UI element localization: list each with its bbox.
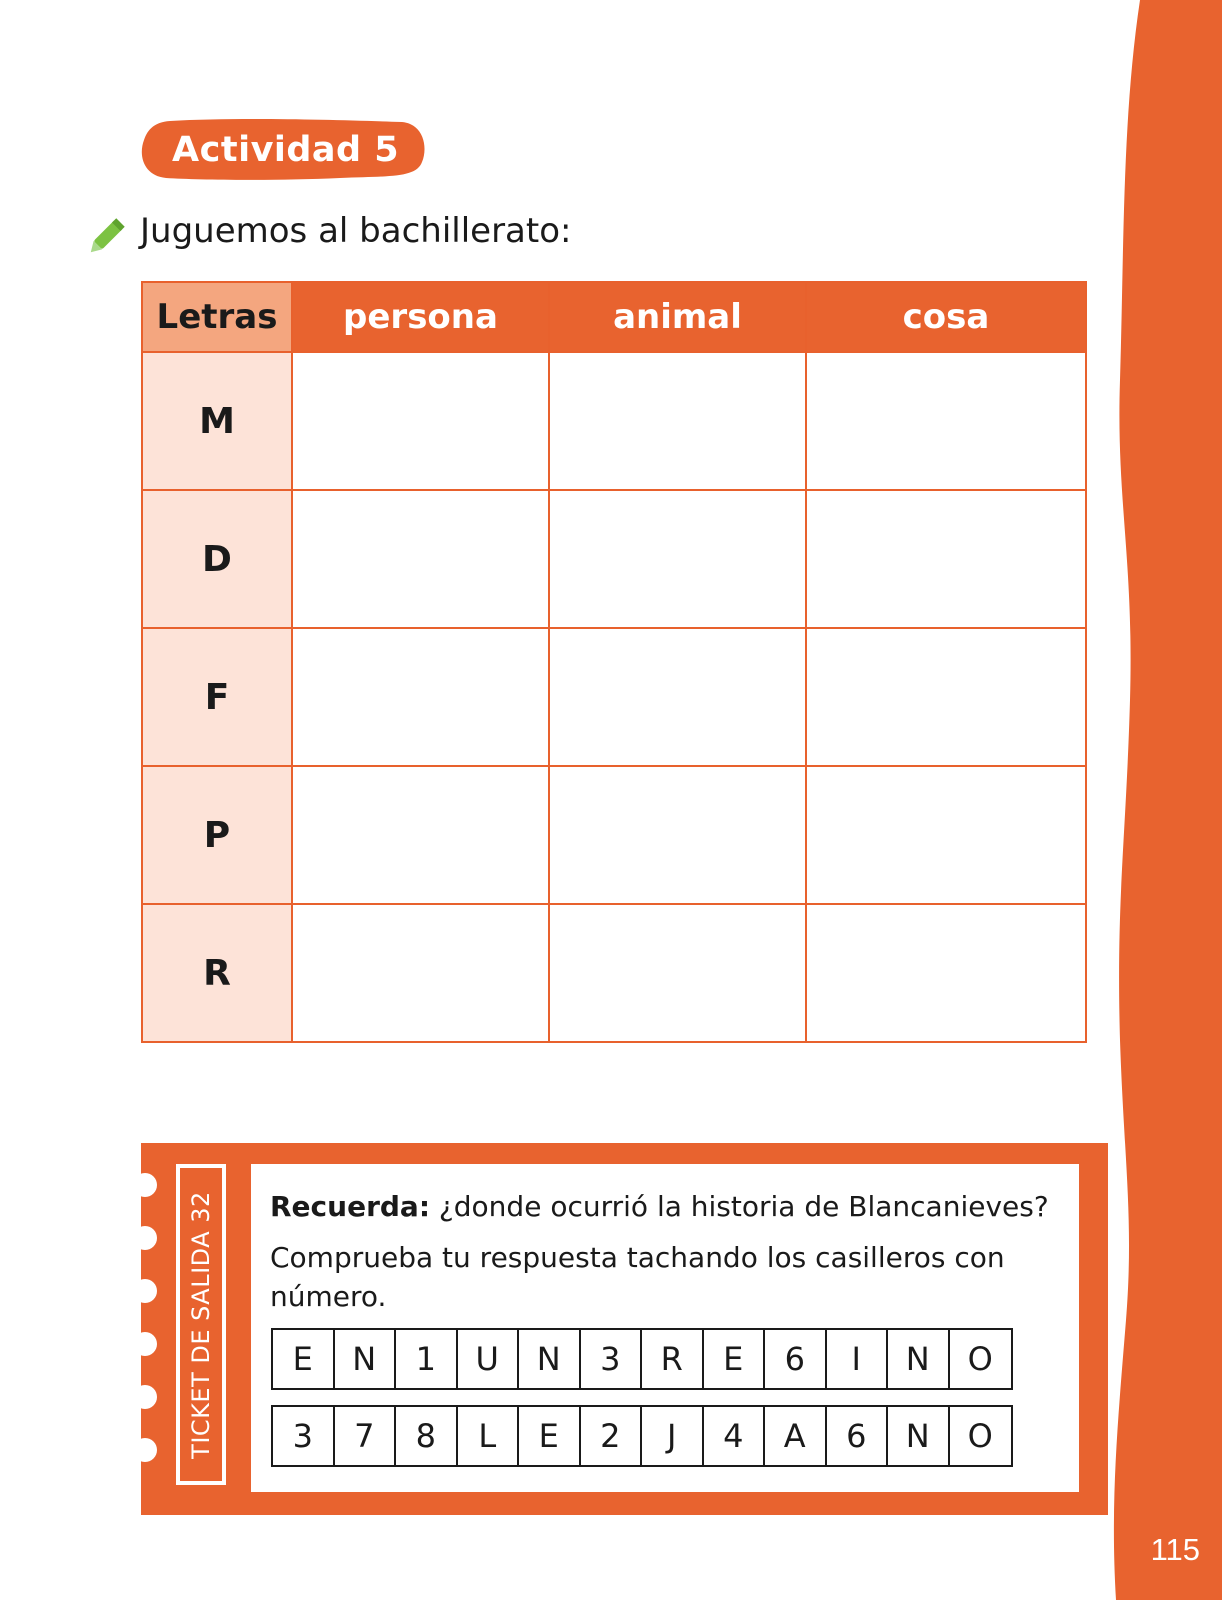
- answer-cell-persona[interactable]: [292, 352, 549, 490]
- table-row: [142, 904, 1086, 1042]
- ticket-notch: [133, 1279, 157, 1303]
- cipher-cell[interactable]: 4: [704, 1407, 766, 1465]
- header-persona: persona: [292, 282, 549, 352]
- side-band-decoration: [1112, 0, 1222, 1600]
- ticket-label: TICKET DE SALIDA 32: [187, 1190, 215, 1459]
- answer-cell-animal[interactable]: [549, 352, 806, 490]
- ticket-instruction: Comprueba tu respuesta tachando los casilleros con número.: [270, 1241, 1005, 1313]
- cipher-cell[interactable]: E: [273, 1330, 335, 1388]
- page-number: 115: [1150, 1532, 1200, 1567]
- cipher-cell[interactable]: 3: [581, 1330, 643, 1388]
- letter-cell: M: [142, 352, 292, 490]
- answer-cell-animal[interactable]: [549, 490, 806, 628]
- letter-cell: D: [142, 490, 292, 628]
- activity-title: Actividad 5: [172, 130, 400, 170]
- table-header-row: [142, 282, 1086, 352]
- cipher-cell[interactable]: R: [642, 1330, 704, 1388]
- header-animal: animal: [549, 282, 806, 352]
- table-row: [142, 628, 1086, 766]
- cipher-row-1: [271, 1328, 1013, 1390]
- cipher-cell[interactable]: 7: [335, 1407, 397, 1465]
- table-row: [142, 352, 1086, 490]
- letter-cell: R: [142, 904, 292, 1042]
- cipher-cell[interactable]: O: [967, 1340, 993, 1378]
- cipher-cell[interactable]: 6: [827, 1407, 889, 1465]
- answer-cell-persona[interactable]: [292, 628, 549, 766]
- ticket-notch: [133, 1173, 157, 1197]
- cipher-cell[interactable]: 6: [765, 1330, 827, 1388]
- cipher-cell[interactable]: J: [642, 1407, 704, 1465]
- cipher-cell[interactable]: A: [765, 1407, 827, 1465]
- header-letras: Letras: [142, 282, 292, 352]
- letter-cell: P: [142, 766, 292, 904]
- ticket-notch: [133, 1385, 157, 1409]
- answer-cell-persona[interactable]: [292, 766, 549, 904]
- cipher-row-2: [271, 1405, 1013, 1467]
- cipher-cell[interactable]: O: [967, 1417, 993, 1455]
- ticket-question-bold: Recuerda:: [270, 1190, 431, 1223]
- cipher-cell[interactable]: N: [888, 1407, 950, 1465]
- bachillerato-table: [141, 281, 1087, 1043]
- answer-cell-cosa[interactable]: [806, 628, 1086, 766]
- ticket-notch: [133, 1332, 157, 1356]
- answer-cell-cosa[interactable]: [806, 904, 1086, 1042]
- cipher-cell[interactable]: I: [827, 1330, 889, 1388]
- cipher-cell[interactable]: U: [458, 1330, 520, 1388]
- answer-cell-animal[interactable]: [549, 628, 806, 766]
- answer-cell-persona[interactable]: [292, 490, 549, 628]
- table-row: [142, 766, 1086, 904]
- answer-cell-cosa[interactable]: [806, 490, 1086, 628]
- pencil-icon: [90, 209, 134, 253]
- instruction-text: Juguemos al bachillerato:: [140, 211, 572, 251]
- answer-cell-cosa[interactable]: [806, 352, 1086, 490]
- answer-cell-animal[interactable]: [549, 766, 806, 904]
- cipher-cell[interactable]: N: [888, 1330, 950, 1388]
- cipher-cell[interactable]: 8: [396, 1407, 458, 1465]
- ticket-question-text: ¿donde ocurrió la historia de Blancanieves?: [430, 1190, 1049, 1223]
- cipher-cell[interactable]: N: [335, 1330, 397, 1388]
- exit-ticket: [141, 1143, 1108, 1515]
- cipher-cell[interactable]: E: [519, 1407, 581, 1465]
- answer-cell-persona[interactable]: [292, 904, 549, 1042]
- activity-badge: [140, 118, 426, 182]
- ticket-notch: [133, 1226, 157, 1250]
- table-row: [142, 490, 1086, 628]
- cipher-cell[interactable]: N: [519, 1330, 581, 1388]
- ticket-question: [270, 1190, 1049, 1223]
- ticket-label-box: [176, 1164, 226, 1485]
- cipher-cell[interactable]: 1: [396, 1330, 458, 1388]
- letter-cell: F: [142, 628, 292, 766]
- header-cosa: cosa: [806, 282, 1086, 352]
- ticket-notch: [133, 1438, 157, 1462]
- cipher-cell[interactable]: L: [458, 1407, 520, 1465]
- cipher-cell[interactable]: 2: [581, 1407, 643, 1465]
- cipher-cell[interactable]: 3: [273, 1407, 335, 1465]
- curriculum-label: LECTURA OA 3: [1059, 1256, 1077, 1390]
- answer-cell-cosa[interactable]: [806, 766, 1086, 904]
- ticket-content: [251, 1164, 1079, 1492]
- cipher-cell[interactable]: E: [704, 1330, 766, 1388]
- answer-cell-animal[interactable]: [549, 904, 806, 1042]
